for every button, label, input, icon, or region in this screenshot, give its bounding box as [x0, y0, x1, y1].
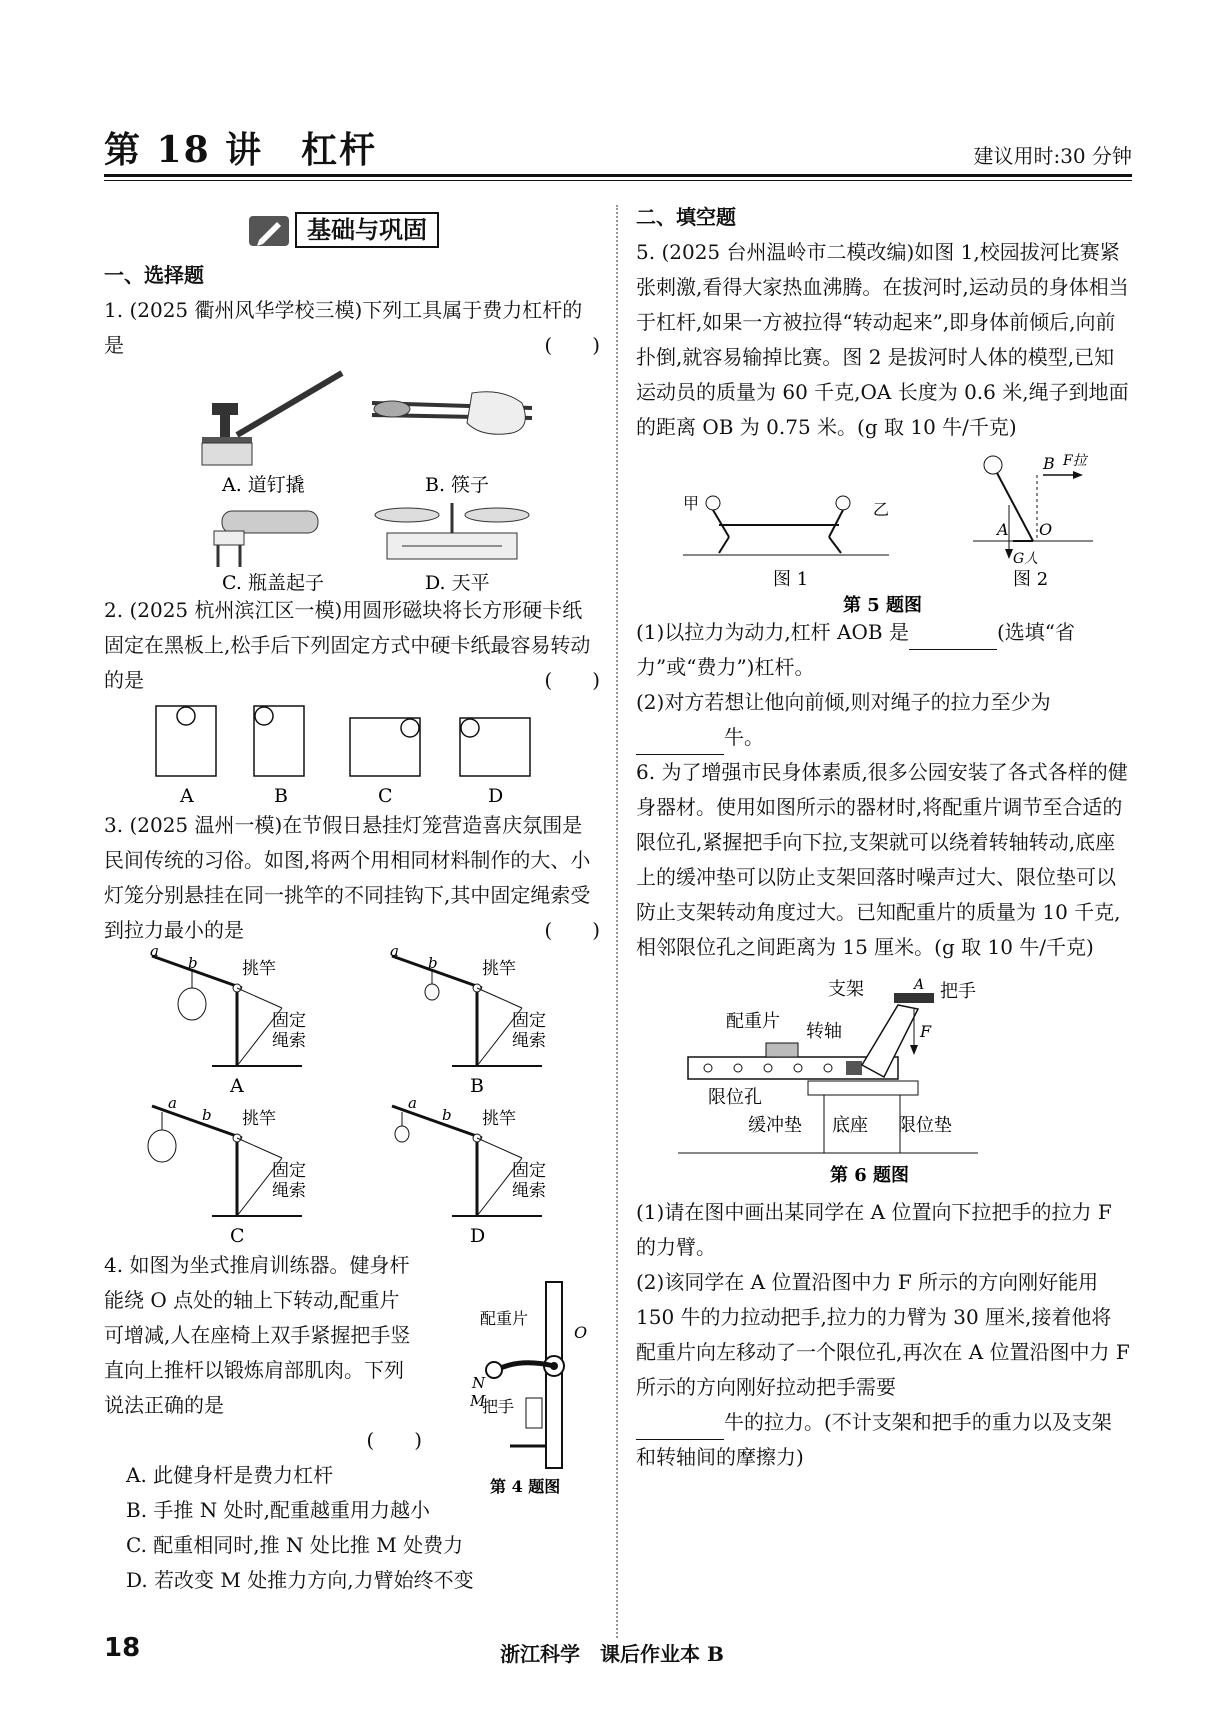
answer-blank[interactable] — [909, 627, 997, 650]
svg-text:第 6 题图: 第 6 题图 — [830, 1165, 910, 1186]
q5-sub2: (2)对方若想让他向前倾,则对绳子的拉力至少为 牛。 — [636, 685, 1130, 755]
q5-sub1: (1)以拉力为动力,杠杆 AOB 是 (选填“省力”或“费力”)杠杆。 — [636, 620, 1075, 679]
answer-paren: ( ) — [366, 1428, 422, 1452]
svg-text:绳索: 绳索 — [512, 1031, 546, 1051]
question-6: 6. 为了增强市民身体素质,很多公园安装了各式各样的健身器材。使用如图所示的器材时,将配重片调节至合适的限位孔,紧握把手向下拉,支架就可以绕着转轴转动,底座上的缓冲垫可以防止支架回落时噪声过大、限位垫可以防止支架转动角度过大。已知配重片的质量为 10 千克,相邻限位孔之间距离为 15 厘米。(g 取 10 牛/千克) — [636, 760, 1128, 959]
answer-blank[interactable] — [636, 1417, 724, 1440]
question-1: 1. (2025 衢州风华学校三模)下列工具属于费力杠杆的是 ( ) — [104, 293, 600, 363]
svg-text:固定: 固定 — [512, 1161, 546, 1181]
svg-text:M: M — [470, 1392, 486, 1410]
svg-text:O: O — [574, 1323, 588, 1342]
svg-text:图 1: 图 1 — [773, 569, 809, 590]
svg-text:b: b — [428, 954, 438, 972]
q2-label-d: D — [488, 785, 504, 807]
svg-text:a: a — [390, 948, 399, 960]
pencil-icon — [247, 210, 291, 250]
q5-figure — [653, 445, 1113, 615]
suggested-time: 建议用时:30 分钟 — [973, 144, 1132, 168]
answer-paren: ( ) — [544, 918, 600, 942]
badge-label: 基础与巩固 — [295, 212, 439, 248]
svg-text:缓冲垫: 缓冲垫 — [748, 1115, 802, 1136]
section-heading-choice: 一、选择题 — [104, 263, 204, 287]
header-rule-thin — [104, 180, 1132, 181]
q1-option-c: C. 瓶盖起子 — [222, 572, 324, 593]
svg-text:O: O — [1039, 520, 1053, 539]
answer-paren: ( ) — [544, 668, 600, 692]
answer-paren: ( ) — [544, 333, 600, 357]
svg-text:挑竿: 挑竿 — [242, 1109, 276, 1129]
q3-option-b: B — [470, 1075, 484, 1097]
question-2: 2. (2025 杭州滨江区一模)用圆形磁块将长方形硬卡纸固定在黑板上,松手后下列固定方式中硬卡纸最容易转动的是 ( ) — [104, 593, 600, 698]
section-badge — [247, 210, 457, 250]
header-rule — [104, 174, 1132, 177]
q3-option-a: A — [230, 1075, 244, 1097]
q1-figure — [142, 363, 562, 593]
q2-label-a: A — [180, 785, 194, 807]
svg-text:G人: G人 — [1013, 551, 1039, 567]
q3-option-d: D — [470, 1225, 486, 1247]
svg-text:配重片: 配重片 — [726, 1011, 780, 1032]
lantern-setup-d — [392, 1094, 546, 1247]
q2-label-b: B — [274, 785, 288, 807]
section-heading-fill: 二、填空题 — [636, 205, 736, 229]
svg-text:转轴: 转轴 — [806, 1021, 842, 1042]
column-divider — [616, 205, 618, 1638]
q1-option-d: D. 天平 — [425, 572, 490, 593]
q6-figure — [648, 965, 1118, 1195]
question-4: 4. 如图为坐式推肩训练器。健身杆能绕 O 点处的轴上下转动,配重片可增减,人在座椅上双手紧握把手竖直向上推杆以锻炼肩部肌肉。下列说法正确的是 配重片 O N M 把手 第 4 题图 ( ) A. 此健身杆是费力杠杆 B. 手推 N 处时,配重越重用力越小 C. 配重相同时,推 N 处比推 M 处费力 D. 若改变 M 处推力方向,力臂始终不变 — [104, 1248, 600, 1598]
lantern-setup-c — [148, 1094, 306, 1247]
q3-figure — [132, 948, 572, 1248]
answer-blank[interactable] — [636, 732, 724, 755]
page-title: 第 18 讲 杠杆 — [104, 129, 378, 171]
fitness-machine-diagram — [678, 977, 978, 1153]
svg-text:a: a — [150, 948, 159, 960]
svg-text:固定: 固定 — [512, 1011, 546, 1031]
svg-text:底座: 底座 — [832, 1115, 868, 1136]
lantern-setup-b — [390, 948, 546, 1097]
page-number: 18 — [104, 1633, 141, 1663]
q3-option-c: C — [230, 1225, 245, 1247]
svg-text:F: F — [920, 1022, 932, 1041]
svg-text:B: B — [1043, 454, 1055, 473]
svg-text:F拉: F拉 — [1063, 453, 1087, 469]
svg-text:N: N — [472, 1374, 486, 1392]
svg-text:b: b — [188, 954, 198, 972]
q6-sub2: (2)该同学在 A 位置沿图中力 F 所示的方向刚好能用150 牛的力拉动把手,拉力的力臂为 30 厘米,接着他将配重片向左移动了一个限位孔,再次在 A 位置沿图中力 F 所示的方向刚好拉动把手需要 牛的拉力。(不计支架和把手的重力以及支架和转轴间的摩擦力) — [636, 1270, 1130, 1469]
svg-text:把手: 把手 — [940, 981, 976, 1002]
question-3: 3. (2025 温州一模)在节假日悬挂灯笼营造喜庆氛围是民间传统的习俗。如图,将两个用相同材料制作的大、小灯笼分别悬挂在同一挑竿的不同挂钩下,其中固定绳索受到拉力最小的是 ( ) — [104, 808, 600, 948]
svg-text:配重片: 配重片 — [480, 1309, 529, 1328]
tug-of-war-image — [683, 494, 889, 590]
svg-text:A: A — [914, 977, 925, 993]
q1-option-a: A. 道钉撬 — [222, 474, 305, 496]
q6-sub1: (1)请在图中画出某同学在 A 位置向下拉把手的拉力 F 的力臂。 — [636, 1200, 1112, 1259]
rail-crowbar-icon — [202, 373, 342, 465]
right-column — [636, 200, 1130, 1475]
svg-text:第 5 题图: 第 5 题图 — [843, 595, 923, 615]
svg-text:支架: 支架 — [828, 979, 864, 1000]
balance-scale-icon — [375, 503, 529, 559]
lever-model-diagram — [973, 453, 1093, 590]
svg-text:挑竿: 挑竿 — [482, 959, 516, 979]
svg-text:b: b — [202, 1106, 212, 1124]
q4-figure — [470, 1278, 610, 1498]
chopsticks-icon — [372, 392, 532, 435]
svg-text:a: a — [408, 1094, 417, 1112]
svg-text:绳索: 绳索 — [272, 1031, 306, 1051]
svg-text:a: a — [168, 1094, 177, 1112]
svg-text:限位孔: 限位孔 — [708, 1087, 762, 1108]
svg-text:绳索: 绳索 — [272, 1181, 306, 1201]
q2-figure — [122, 698, 582, 808]
lantern-setup-a — [150, 948, 306, 1097]
svg-text:把手: 把手 — [482, 1397, 515, 1416]
q4-option-b: B. 手推 N 处时,配重越重用力越小 — [126, 1498, 430, 1522]
svg-text:A: A — [997, 520, 1009, 539]
q4-option-c: C. 配重相同时,推 N 处比推 M 处费力 — [126, 1533, 464, 1557]
svg-text:绳索: 绳索 — [512, 1181, 546, 1201]
svg-text:乙: 乙 — [873, 500, 890, 519]
svg-text:图 2: 图 2 — [1013, 569, 1049, 590]
svg-text:挑竿: 挑竿 — [482, 1109, 516, 1129]
q4-option-a: A. 此健身杆是费力杠杆 — [126, 1463, 334, 1487]
q4-option-d: D. 若改变 M 处推力方向,力臂始终不变 — [126, 1568, 474, 1592]
q1-option-b: B. 筷子 — [425, 474, 490, 496]
question-5: 5. (2025 台州温岭市二模改编)如图 1,校园拔河比赛紧张刺激,看得大家热血沸腾。在拔河时,运动员的身体相当于杠杆,如果一方被拉得“转动起来”,即身体前倾后,向前扑倒,就容易输掉比赛。图 2 是拔河时人体的模型,已知运动员的质量为 60 千克,OA 长度为 0.6 米,绳子到地面的距离 OB 为 0.75 米。(g 取 10 牛/千克) — [636, 240, 1129, 439]
svg-text:甲: 甲 — [683, 494, 700, 513]
svg-text:挑竿: 挑竿 — [242, 959, 276, 979]
q2-label-c: C — [378, 785, 393, 807]
bottle-opener-icon — [214, 511, 318, 567]
svg-text:第 4 题图: 第 4 题图 — [490, 1477, 561, 1496]
left-column — [104, 200, 600, 1598]
svg-text:固定: 固定 — [272, 1161, 306, 1181]
svg-text:固定: 固定 — [272, 1011, 306, 1031]
svg-text:限位垫: 限位垫 — [898, 1115, 952, 1136]
svg-text:b: b — [442, 1106, 452, 1124]
book-title: 浙江科学 课后作业本 B — [500, 1642, 724, 1666]
